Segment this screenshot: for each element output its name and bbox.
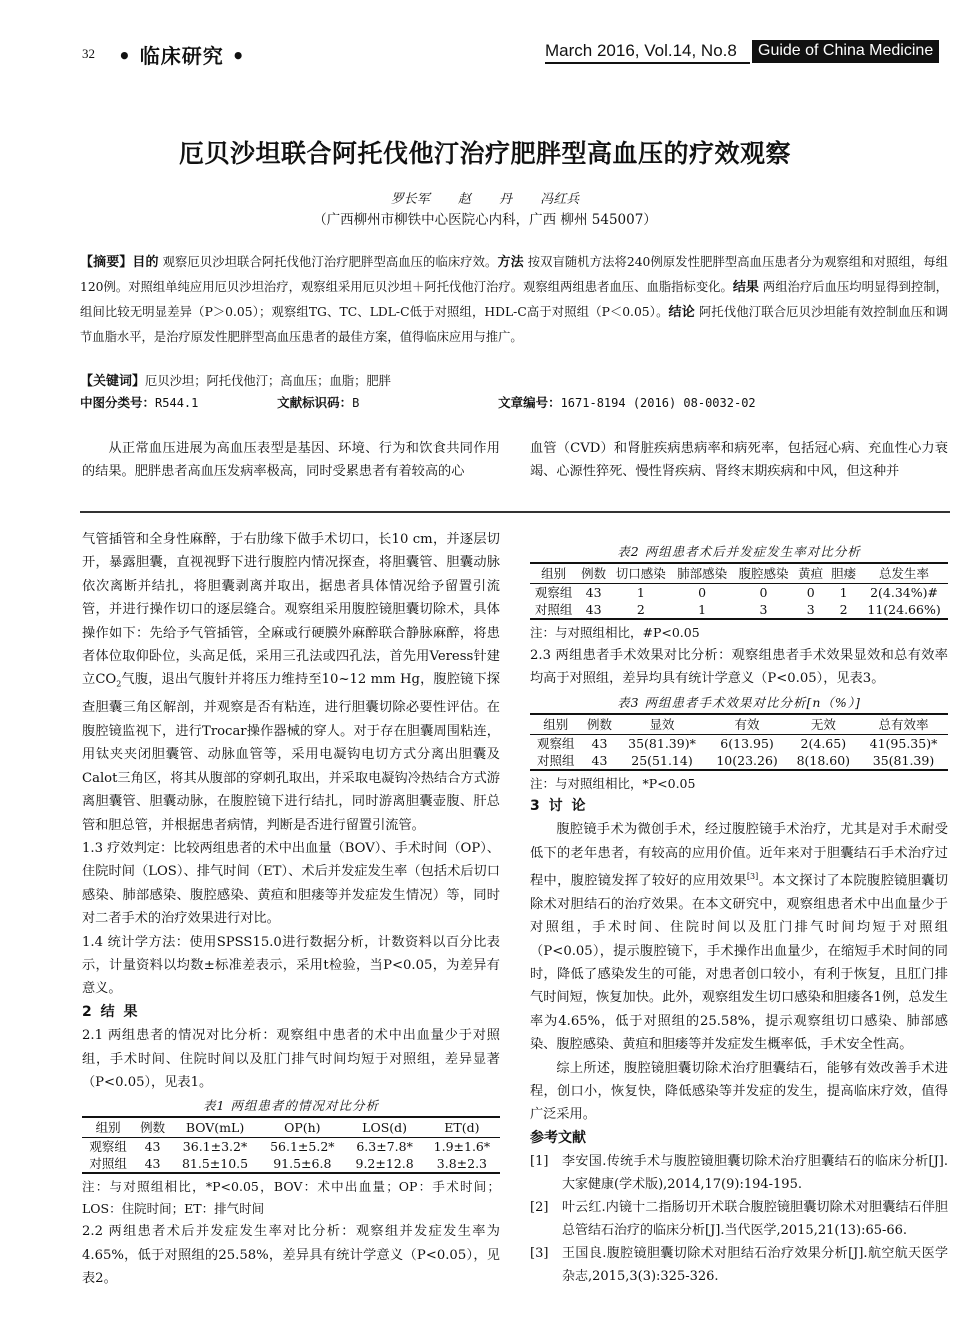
objective-text: 观察厄贝沙坦联合阿托伐他汀治疗肥胖型高血压的临床疗效。: [158, 255, 498, 269]
section-divider: [80, 511, 950, 513]
table3-header-cell: 总有效率: [859, 714, 948, 735]
table3-header-cell: 无效: [788, 714, 859, 735]
table3-cell: 35(81.39): [859, 752, 948, 770]
table2-cell: 2: [827, 601, 860, 619]
table3-row: [530, 752, 948, 770]
table1-header-cell: BOV(mL): [171, 1117, 259, 1138]
journal-name: Guide of China Medicine: [752, 40, 939, 63]
table3-note: 注：与对照组相比，*P<0.05: [530, 775, 696, 791]
co2-subscript: 2: [116, 680, 122, 690]
table1-header-cell: OP(h): [259, 1117, 345, 1138]
table1-header-cell: 组别: [82, 1117, 134, 1138]
table2-cell: 3: [794, 601, 827, 619]
result-label: 结果: [732, 280, 759, 295]
table1-cell: 对照组: [82, 1155, 134, 1173]
table1-cell: 81.5±10.5: [171, 1155, 259, 1173]
table1-cell: 91.5±6.8: [259, 1155, 345, 1173]
right-column: [530, 540, 948, 1288]
table3-cell: 6(13.95): [720, 735, 774, 751]
conclusion-text: 阿托伐他汀联合厄贝沙坦能有效控制血压和调节血脂水平，是治疗原发性肥胖型高血压患者的最佳方案，值得临床应用与推广。: [80, 305, 948, 344]
intro-right-text: 血管（CVD）和肾脏疾病患病率和病死率，包括冠心病、充血性心力衰竭、心源性猝死、慢性肾疾病、肾终末期疾病和中风，但这种并: [530, 441, 948, 479]
section-2-1: 2.1 两组患者的情况对比分析：观察组中患者的术中出血量少于对照组，手术时间、住院时间以及肛门排气时间均短于对照组，差异显著（P<0.05），见表1。: [82, 1028, 500, 1090]
discussion-text-b: 。本文探讨了本院腹腔镜胆囊切除术对胆结石的治疗效果。在本文研究中，观察组患者术中出血量少于对照组，手术时间、住院时间以及肛门排气时间均短于对照组（P<0.05），提示腹腔镜下，手术操作出血量少，在缩短手术时间的同时，降低了感染发生的可能，对患者创口较小，有利于恢复，且肛门排气时间短，恢复加快。此外，观察组发生切口感染和胆瘘各1例，总发生率为4.65%，低于对照组的25.58%，提示观察组切口感染、肺部感染、腹腔感染、黄疸和胆瘘等并发症发生概率低，手术安全性高。: [530, 873, 949, 1053]
methods-text-a: 气管插管和全身性麻醉，于右肋缘下做手术切口，长10 cm，并逐层切开，暴露胆囊，直视视野下进行腹腔内情况探查，将胆囊管、胆囊动脉依次离断并结扎，将胆囊剥离并取出，据患者具体情况给予留置引流管，并进行操作切口的逐层缝合。观察组采用腹腔镜胆囊切除术，具体操作如下：先给予气管插管，全麻或行硬膜外麻醉联合静脉麻醉，将患者体位取仰卧位，头高足低，采用三孔法或四孔法，首先用Veress针建立CO: [82, 532, 500, 688]
table3-cell: 41(95.35)*: [869, 735, 938, 751]
table2-cell: 11(24.66%): [860, 601, 948, 619]
table1-cell: 43: [134, 1155, 171, 1173]
table1-caption: 表1 两组患者的情况对比分析: [203, 1098, 379, 1114]
table3-cell: 43: [591, 735, 608, 751]
table2-header-row: [530, 563, 948, 584]
article-no-label: 文章编号：: [498, 395, 561, 410]
table2-cell: 43: [585, 585, 602, 600]
article-title: 厄贝沙坦联合阿托伐他汀治疗肥胖型高血压的疗效观察: [178, 139, 791, 168]
table1-cell: 观察组: [89, 1139, 127, 1155]
table3-cell: 2(4.65): [800, 735, 847, 751]
references-heading: 参考文献: [530, 1129, 586, 1146]
doc-code-value: B: [352, 396, 360, 410]
reference-text: 李安国.传统手术与腹腔镜胆囊切除术治疗胆囊结石的临床分析[J].大家健康(学术版),2014,17(9):194-195.: [562, 1154, 948, 1193]
table2-cell: 43: [577, 601, 610, 619]
methods-paragraph: [82, 528, 500, 837]
table3-cell: 25(51.14): [618, 752, 707, 770]
section-2-3: 2.3 两组患者手术效果对比分析：观察组患者手术效果显效和总有效率均高于对照组，差异均具有统计学意义（P<0.05），见表3。: [530, 648, 948, 687]
method-label: 方法: [497, 255, 524, 270]
table3-header-cell: 有效: [706, 714, 787, 735]
table2-header-cell: 总发生率: [860, 563, 948, 584]
table1-cell: 56.1±5.2*: [270, 1139, 335, 1155]
table2-cell: 0: [698, 585, 707, 600]
table1-cell: 43: [144, 1139, 161, 1155]
table2-row: [530, 601, 948, 619]
table2-cell: 0: [759, 585, 768, 600]
classification-line: [80, 393, 948, 411]
table2-cell: 观察组: [534, 585, 573, 600]
keywords-text: 厄贝沙坦；阿托伐他汀；高血压；血脂；肥胖: [145, 374, 391, 388]
table2-cell: 1: [839, 585, 848, 600]
table2-row: [530, 584, 948, 602]
keywords: [80, 370, 948, 389]
table2-header-cell: 组别: [530, 563, 577, 584]
table1-row: [82, 1155, 500, 1173]
table1: [82, 1116, 500, 1174]
table3-cell: 43: [582, 752, 618, 770]
page-number: 32: [82, 46, 95, 61]
section-3-heading: 3 讨 论: [530, 797, 588, 814]
section-1-4: 1.4 统计学方法：使用SPSS15.0进行数据分析，计数资料以百分比表示，计量资料以均数±标准差表示，采用t检验，当P<0.05，为差异有意义。: [82, 934, 500, 997]
table3-header-cell: 显效: [618, 714, 707, 735]
table1-row: [82, 1138, 500, 1156]
table3: [530, 713, 948, 771]
table3-header-cell: 例数: [582, 714, 618, 735]
table1-cell: 6.3±7.8*: [356, 1139, 413, 1155]
table3-cell: 35(81.39)*: [628, 735, 696, 751]
abstract-label: 【摘要】: [80, 255, 133, 270]
result-text: 两组治疗后血压均明显得到控制，组间比较无明显差异（P＞0.05）；观察组TG、TC、LDL-C低于对照组，HDL-C高于对照组（P＜0.05）。: [80, 280, 948, 319]
reference-item: [530, 1150, 948, 1196]
table3-cell: 观察组: [536, 735, 575, 751]
table2-header-cell: 例数: [577, 563, 610, 584]
section-2-heading: 2 结 果: [82, 1003, 140, 1020]
article-no-value: 1671-8194 (2016) 08-0032-02: [560, 396, 756, 410]
table1-cell: 9.2±12.8: [345, 1155, 423, 1173]
table1-cell: 1.9±1.6*: [433, 1139, 491, 1155]
table2-cell: 3: [733, 601, 794, 619]
table1-header-row: [82, 1117, 500, 1138]
table3-caption: 表3 两组患者手术效果对比分析[n（%）]: [617, 694, 861, 710]
table2-cell: 0: [806, 585, 815, 600]
table1-note: 注：与对照组相比，*P<0.05，BOV：术中出血量；OP：手术时间；LOS：住院时间；ET：排气时间: [82, 1179, 500, 1217]
reference-text: 王国良.腹腔镜胆囊切除术对胆结石治疗效果分析[J].航空航天医学杂志,2015,3(3):325-326.: [562, 1246, 948, 1285]
clc-label: 中图分类号：: [80, 395, 156, 410]
table1-cell: 3.8±2.3: [424, 1155, 500, 1173]
discussion-text-a: 腹腔镜手术为微创手术，经过腹腔镜手术治疗，尤其是对手术耐受低下的老年患者，有较高的应用价值。近年来对于胆囊结石手术治疗过程中，腹腔镜发挥了较好的应用效果: [530, 822, 948, 889]
table2-header-cell: 切口感染: [610, 563, 671, 584]
methods-text-b: 气腹，退出气腹针并将压力维持至10~12 mm Hg，腹腔镜下探查胆囊三角区解剖，并观察是否有粘连，进行胆囊切除必要性评估。在腹腔镜监视下，进行Trocar操作器械的穿人。对于存在胆囊周围粘连，用钛夹夹闭胆囊管、动脉血管等，采用电凝钩电切方式分离出胆囊及Calot三角区，将其从腹部的穿刺孔取出，并采取电凝钩冷热结合方式游离胆囊管、胆囊动脉，在腹腔镜下进行结扎，同时游离胆囊壶腹、肝总管和胆总管，并根据患者病情，判断是否进行留置引流管。: [82, 672, 500, 833]
table2-header-cell: 黄疸: [794, 563, 827, 584]
reference-text: 叶云红.内镜十二指肠切开术联合腹腔镜胆囊切除术对胆囊结石伴胆总管结石治疗的临床分析[J].当代医学,2015,21(13):65-66.: [562, 1200, 948, 1239]
section-label: • 临床研究 •: [118, 44, 246, 68]
discussion-paragraph-2: 综上所述，腹腔镜胆囊切除术治疗胆囊结石，能够有效改善手术进程，创口小，恢复快，降低感染等并发症的发生，提高临床疗效，值得广泛采用。: [530, 1060, 948, 1123]
table3-cell: 8(18.60): [788, 752, 859, 770]
table3-header-row: [530, 714, 948, 735]
table2-header-cell: 肺部感染: [671, 563, 732, 584]
table1-header-cell: LOS(d): [345, 1117, 423, 1138]
table3-cell: 对照组: [530, 752, 582, 770]
reference-number: [2]: [530, 1200, 549, 1216]
discussion-paragraph-1: [530, 818, 948, 1056]
reference-number: [1]: [530, 1154, 549, 1170]
conclusion-label: 结论: [668, 305, 695, 320]
table3-row: [530, 734, 948, 752]
table2-note: 注：与对照组相比，#P<0.05: [530, 625, 700, 640]
table3-header-cell: 组别: [530, 714, 582, 735]
section-1-3: 1.3 疗效判定：比较两组患者的术中出血量（BOV）、手术时间（OP）、住院时间（LOS）、排气时间（ET）、术后并发症发生率（包括术后切口感染、肺部感染、腹腔感染、黄疸和胆瘘等并发症发生情况）等，同时对二者手术的治疗效果进行对比。: [82, 840, 500, 927]
citation-3[interactable]: [3]: [746, 872, 759, 882]
left-column: [82, 528, 500, 1291]
table2: [530, 562, 948, 620]
method-text: 按双盲随机方法将240例原发性肥胖型高血压患者分为观察组和对照组，每组120例。对照组单纯应用厄贝沙坦治疗，观察组采用厄贝沙坦＋阿托伐他汀治疗。观察组两组患者血压、血脂指标变化。: [80, 255, 948, 294]
table2-cell: 2(4.34%)#: [870, 585, 938, 600]
reference-item: [530, 1196, 948, 1242]
authors: 罗长军 赵 丹 冯红兵: [390, 192, 580, 207]
reference-number: [3]: [530, 1246, 549, 1262]
table2-cell: 2: [610, 601, 671, 619]
table2-header-cell: 腹腔感染: [733, 563, 794, 584]
doc-code-label: 文献标识码：: [277, 395, 353, 410]
affiliation: （广西柳州市柳铁中心医院心内科，广西 柳州 545007）: [313, 212, 657, 228]
issue-info: March 2016, Vol.14, No.8: [545, 41, 750, 64]
reference-item: [530, 1242, 948, 1288]
reference-list: [530, 1150, 948, 1288]
table1-header-cell: ET(d): [424, 1117, 500, 1138]
clc-value: R544.1: [155, 396, 199, 410]
table2-cell: 对照组: [530, 601, 577, 619]
intro-left-text: 从正常血压进展为高血压表型是基因、环境、行为和饮食共同作用的结果。肥胖患者高血压发病率极高，同时受累患者有着较高的心: [82, 441, 500, 479]
table2-caption: 表2 两组患者术后并发症发生率对比分析: [617, 544, 861, 559]
table1-cell: 36.1±3.2*: [182, 1139, 248, 1155]
table2-cell: 1: [671, 601, 732, 619]
table1-header-cell: 例数: [134, 1117, 171, 1138]
section-2-2: 2.2 两组患者术后并发症发生率对比分析：观察组并发症发生率为4.65%，低于对照组的25.58%，差异具有统计学意义（P<0.05），见表2。: [82, 1224, 500, 1287]
objective-label: 目的: [132, 255, 159, 270]
keywords-label: 【关键词】: [80, 374, 146, 389]
abstract: [80, 250, 948, 350]
table2-cell: 1: [636, 585, 645, 600]
table3-cell: 10(23.26): [706, 752, 787, 770]
table2-header-cell: 胆瘘: [827, 563, 860, 584]
